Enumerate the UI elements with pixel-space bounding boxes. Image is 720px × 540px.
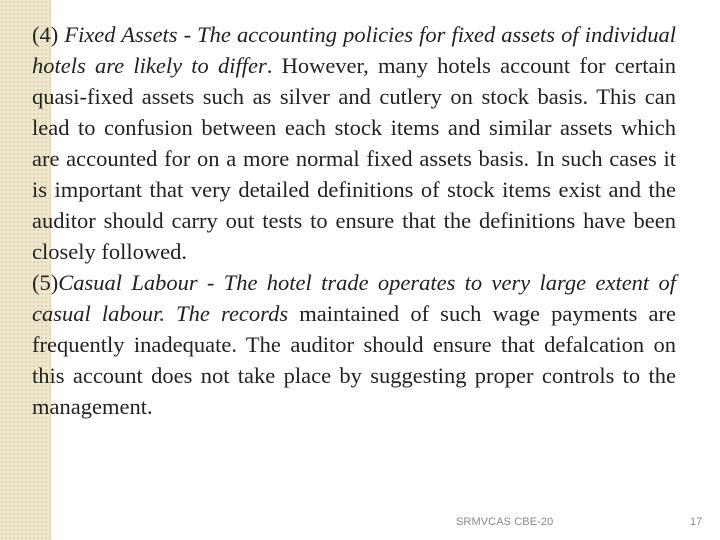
paragraph-4-body: . However, many hotels account for certain quasi-fixed assets such as silver and cutlery on stock basis. This can lead to confusion between each stock items and similar assets which are accounted for on a more normal fixed assets basis. In such cases it is important that very detailed definitions of stock items exist and the auditor should carry out tests to ensure that the definitions have been closely followed. xyxy=(32,53,676,264)
page-number: 17 xyxy=(690,516,703,528)
paragraph-5-prefix: (5) xyxy=(32,270,59,295)
paragraph-4-prefix: (4) xyxy=(32,22,65,47)
paragraph-5-body: maintained of such wage payments are frequently inadequate. The auditor should ensure that defalcation on this account does not take place by suggesting proper controls to the management. xyxy=(32,301,676,419)
paragraph-casual-labour xyxy=(32,267,676,422)
slide-body xyxy=(32,19,676,422)
footer-label: SRMVCAS CBE-20 xyxy=(456,516,554,528)
paragraph-fixed-assets xyxy=(32,19,676,267)
paragraph-5-italic: Casual Labour - The hotel trade operates to very large extent of casual labour. The records xyxy=(32,270,676,326)
paragraph-4-italic: Fixed Assets - The accounting policies for fixed assets of individual hotels are likely to differ xyxy=(32,22,676,78)
